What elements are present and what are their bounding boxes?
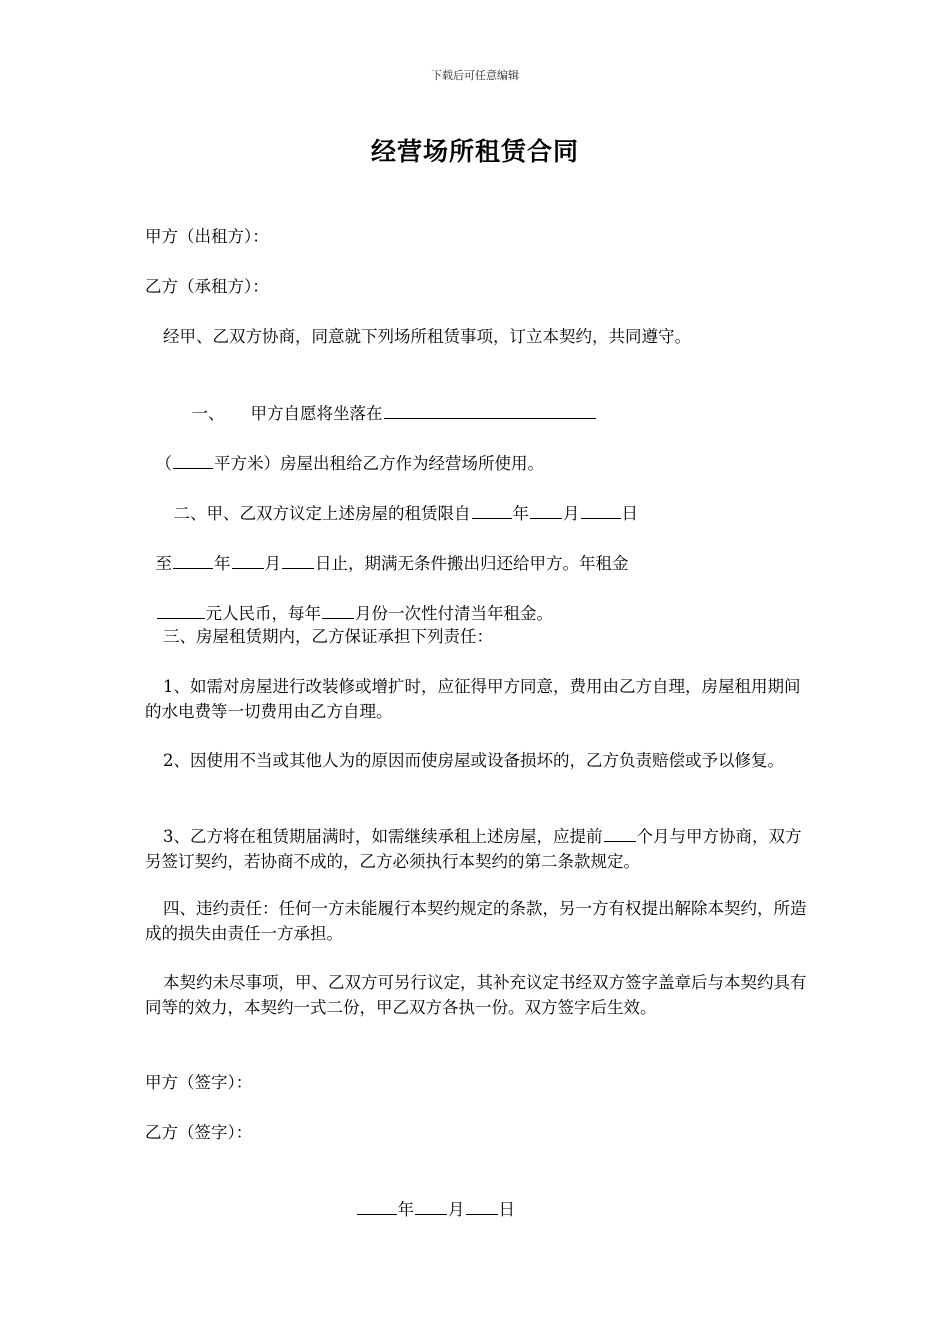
end-year-blank [173, 549, 213, 569]
end-month-blank [232, 549, 264, 569]
sign-year-blank [357, 1195, 397, 1215]
clause-1-line-1 [181, 374, 843, 426]
clause-1-line-2 [145, 424, 807, 476]
closing-paragraph: 本契约未尽事项，甲、乙双方可另行议定，其补充议定书经双方签字盖章后与本契约具有同等的效力，本契约一式二份，甲乙双方各执一份。双方签字后生效。 [145, 973, 807, 1017]
end-day-blank [282, 549, 314, 569]
clause-1-number: 一、 [191, 404, 225, 423]
signing-date [345, 1170, 645, 1222]
party-a-line: 甲方（出租方）： [145, 227, 269, 246]
clause-3-item-3-part-a: 3、乙方将在租赁期届满时，如需继续承租上述房屋，应提前 [163, 827, 603, 846]
end-year-label: 年 [214, 554, 231, 573]
intro-paragraph: 经甲、乙双方协商，同意就下列场所租赁事项，订立本契约，共同遵守。 [163, 327, 691, 346]
sign-month-label: 月 [448, 1200, 465, 1219]
area-blank [173, 449, 213, 469]
start-day-label: 日 [621, 504, 638, 523]
document-title: 经营场所租赁合同 [370, 137, 579, 166]
sign-day-label: 日 [498, 1200, 515, 1219]
clause-2-to: 至 [155, 554, 172, 573]
sign-month-blank [415, 1195, 447, 1215]
header-note: 下载后可任意编辑 [431, 69, 519, 82]
clause-2-pay-text: 月份一次性付清当年租金。 [355, 604, 553, 623]
start-year-label: 年 [512, 504, 529, 523]
party-b-line: 乙方（承租方）： [145, 277, 269, 296]
clause-2-line-1 [163, 474, 825, 526]
start-month-blank [530, 499, 562, 519]
notice-months-blank [604, 822, 636, 842]
start-day-blank [581, 499, 621, 519]
rent-amount-blank [157, 599, 205, 619]
clause-3-item-3 [145, 822, 807, 874]
party-a-signature: 甲方（签字）： [145, 1073, 253, 1092]
start-year-blank [472, 499, 512, 519]
sign-day-blank [466, 1195, 498, 1215]
clause-3-item-2: 2、因使用不当或其他人为的原因而使房屋或设备损坏的，乙方负责赔偿或予以修复。 [163, 751, 784, 770]
clause-1-open-paren: （ [155, 454, 172, 473]
clause-2-lead: 二、甲、乙双方议定上述房屋的租赁限自 [173, 504, 471, 523]
end-month-label: 月 [264, 554, 281, 573]
clause-4-paragraph: 四、违约责任：任何一方未能履行本契约规定的条款，另一方有权提出解除本契约，所造成的损失由责任一方承担。 [145, 899, 807, 943]
clause-1-text: 甲方自愿将坐落在 [250, 404, 383, 423]
clause-3-heading: 三、房屋租赁期内，乙方保证承担下列责任： [163, 627, 493, 646]
party-b-signature: 乙方（签字）： [145, 1123, 253, 1142]
pay-month-blank [322, 599, 354, 619]
location-blank [384, 399, 596, 419]
clause-2-line-3 [145, 574, 807, 626]
clause-2-rmb-text: 元人民币，每年 [205, 604, 321, 623]
clause-3-item-3-part-b: 个月与甲方协商，双方另签订契约，若协商不成的，乙方必须执行本契约的第二条款规定。 [145, 827, 802, 871]
clause-3-item-1: 1、如需对房屋进行改装修或增扩时，应征得甲方同意，费用由乙方自理，房屋租用期间的水电费等一切费用由乙方自理。 [145, 677, 801, 721]
start-month-label: 月 [563, 504, 580, 523]
clause-2-line-2 [145, 524, 807, 576]
sign-year-label: 年 [397, 1200, 414, 1219]
clause-1-area-text: 平方米）房屋出租给乙方作为经营场所使用。 [214, 454, 544, 473]
clause-2-stop-text: 日止，期满无条件搬出归还给甲方。年租金 [315, 554, 629, 573]
